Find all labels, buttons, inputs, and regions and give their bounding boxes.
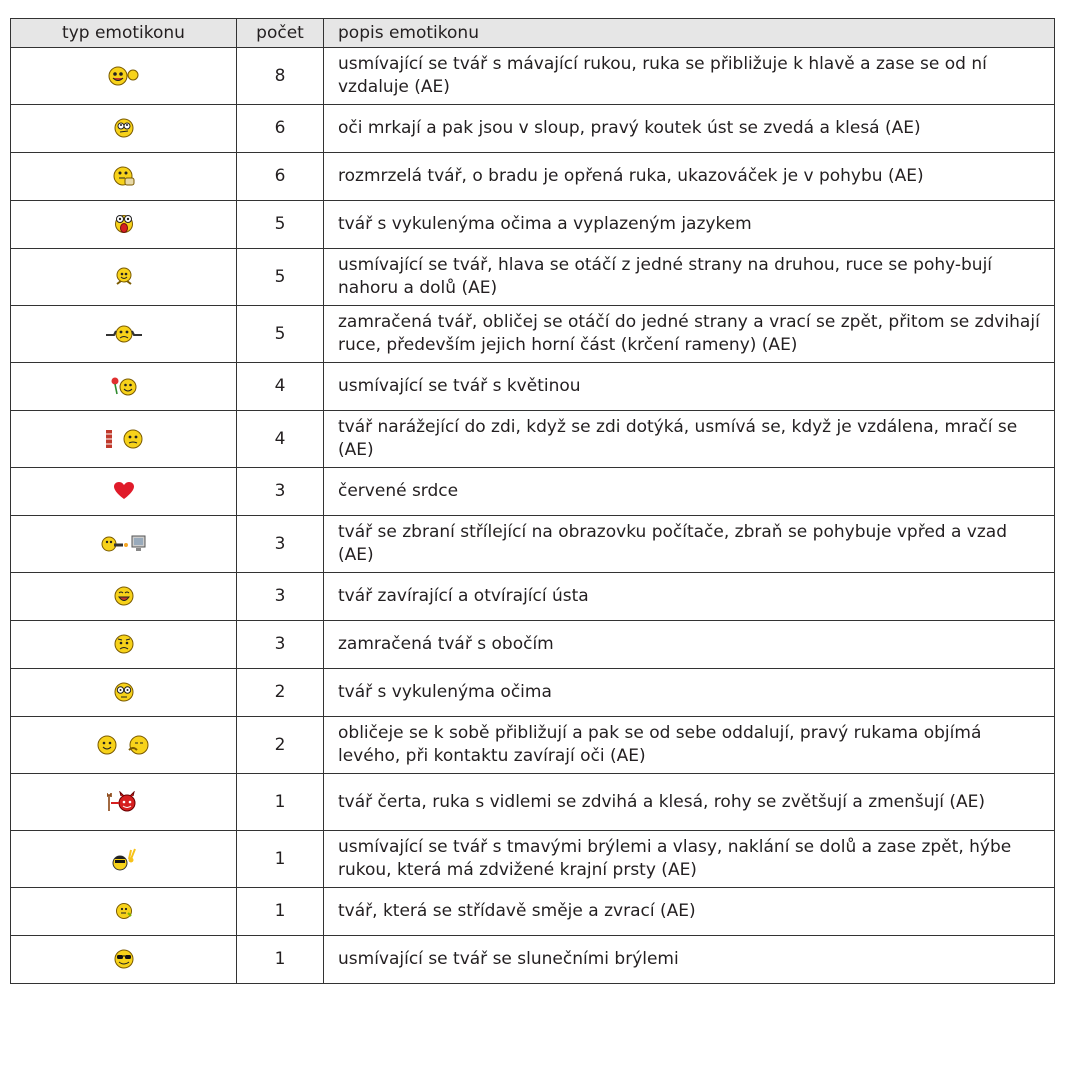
table-row	[11, 201, 1055, 249]
tongue-out-smiley-icon	[113, 213, 135, 235]
waving-smiley-icon	[107, 65, 141, 87]
description-cell: tvář s vykulenýma očima	[324, 669, 1055, 717]
shrugging-smiley-icon	[104, 323, 144, 345]
emoticon-cell	[11, 888, 237, 936]
shooting-computer-smiley-icon	[101, 533, 147, 555]
header-type: typ emotikonu	[11, 19, 237, 48]
emoticon-cell	[11, 249, 237, 306]
emoticon-cell	[11, 201, 237, 249]
description-cell: obličeje se k sobě přibližují a pak se od sebe oddalují, pravý rukama objímá levého, při kontaktu zavírají oči (AE)	[324, 717, 1055, 774]
sunglasses-smiley-icon	[113, 948, 135, 970]
description-cell: tvář zavírající a otvírající ústa	[324, 573, 1055, 621]
table-row	[11, 468, 1055, 516]
table-row	[11, 717, 1055, 774]
table-row	[11, 831, 1055, 888]
description-cell: tvář čerta, ruka s vidlemi se zdvihá a klesá, rohy se zvětšují a zmenšují (AE)	[324, 774, 1055, 831]
emoticon-cell	[11, 468, 237, 516]
rocker-smiley-icon	[111, 847, 137, 871]
count-cell: 3	[237, 516, 324, 573]
emoticon-cell	[11, 48, 237, 105]
hugging-smileys-icon	[97, 734, 151, 756]
description-cell: usmívající se tvář se slunečními brýlemi	[324, 936, 1055, 984]
wall-bang-smiley-icon	[104, 428, 144, 450]
count-cell: 4	[237, 363, 324, 411]
table-row	[11, 153, 1055, 201]
emoticon-cell	[11, 669, 237, 717]
emoticon-cell	[11, 621, 237, 669]
description-cell: usmívající se tvář, hlava se otáčí z jedné strany na druhou, ruce se pohy-bují nahoru a dolů (AE)	[324, 249, 1055, 306]
description-cell: tvář, která se střídavě směje a zvrací (AE)	[324, 888, 1055, 936]
description-cell: zamračená tvář, obličej se otáčí do jedné strany a vrací se zpět, přitom se zdvihají ruce, především jejich horní část (krčení rameny) (AE)	[324, 306, 1055, 363]
count-cell: 3	[237, 621, 324, 669]
table-header-row	[11, 19, 1055, 48]
emoticon-table	[10, 18, 1055, 984]
emoticon-cell	[11, 516, 237, 573]
flower-smiley-icon	[110, 375, 138, 397]
count-cell: 2	[237, 669, 324, 717]
table-row	[11, 621, 1055, 669]
table-row	[11, 516, 1055, 573]
emoticon-cell	[11, 306, 237, 363]
table-row	[11, 936, 1055, 984]
count-cell: 5	[237, 306, 324, 363]
count-cell: 1	[237, 831, 324, 888]
count-cell: 4	[237, 411, 324, 468]
open-mouth-smiley-icon	[113, 585, 135, 607]
table-row	[11, 48, 1055, 105]
vomiting-smiley-icon	[115, 902, 133, 920]
table-row	[11, 888, 1055, 936]
count-cell: 3	[237, 573, 324, 621]
table-row	[11, 669, 1055, 717]
count-cell: 1	[237, 936, 324, 984]
description-cell: tvář s vykulenýma očima a vyplazeným jazykem	[324, 201, 1055, 249]
emoticon-cell	[11, 936, 237, 984]
description-cell: zamračená tvář s obočím	[324, 621, 1055, 669]
table-row	[11, 363, 1055, 411]
count-cell: 6	[237, 153, 324, 201]
table-row	[11, 774, 1055, 831]
red-heart-icon	[113, 481, 135, 501]
count-cell: 2	[237, 717, 324, 774]
description-cell: tvář se zbraní střílející na obrazovku počítače, zbraň se pohybuje vpřed a vzad (AE)	[324, 516, 1055, 573]
description-cell: oči mrkají a pak jsou v sloup, pravý koutek úst se zvedá a klesá (AE)	[324, 105, 1055, 153]
emoticon-cell	[11, 774, 237, 831]
frowning-smiley-icon	[113, 633, 135, 655]
count-cell: 1	[237, 888, 324, 936]
emoticon-cell	[11, 363, 237, 411]
emoticon-cell	[11, 153, 237, 201]
description-cell: červené srdce	[324, 468, 1055, 516]
count-cell: 5	[237, 249, 324, 306]
emoticon-cell	[11, 717, 237, 774]
table-row	[11, 306, 1055, 363]
table-row	[11, 105, 1055, 153]
dancing-smiley-icon	[113, 266, 135, 288]
header-count: počet	[237, 19, 324, 48]
description-cell: usmívající se tvář s květinou	[324, 363, 1055, 411]
header-description: popis emotikonu	[324, 19, 1055, 48]
description-cell: usmívající se tvář s tmavými brýlemi a vlasy, naklání se dolů a zase zpět, hýbe rukou, která má zdvižené krajní prsty (AE)	[324, 831, 1055, 888]
devil-smiley-icon	[107, 791, 141, 813]
emoticon-cell	[11, 831, 237, 888]
table-row	[11, 249, 1055, 306]
table-row	[11, 573, 1055, 621]
count-cell: 8	[237, 48, 324, 105]
description-cell: tvář narážející do zdi, když se zdi dotýká, usmívá se, když je vzdálena, mračí se (AE)	[324, 411, 1055, 468]
count-cell: 3	[237, 468, 324, 516]
rolling-eyes-smiley-icon	[113, 117, 135, 139]
emoticon-cell	[11, 105, 237, 153]
count-cell: 5	[237, 201, 324, 249]
emoticon-cell	[11, 411, 237, 468]
wide-eyes-smiley-icon	[113, 681, 135, 703]
emoticon-cell	[11, 573, 237, 621]
thinking-smiley-icon	[112, 165, 136, 187]
description-cell: rozmrzelá tvář, o bradu je opřená ruka, ukazováček je v pohybu (AE)	[324, 153, 1055, 201]
count-cell: 1	[237, 774, 324, 831]
count-cell: 6	[237, 105, 324, 153]
description-cell: usmívající se tvář s mávající rukou, ruka se přibližuje k hlavě a zase se od ní vzdaluje (AE)	[324, 48, 1055, 105]
table-row	[11, 411, 1055, 468]
